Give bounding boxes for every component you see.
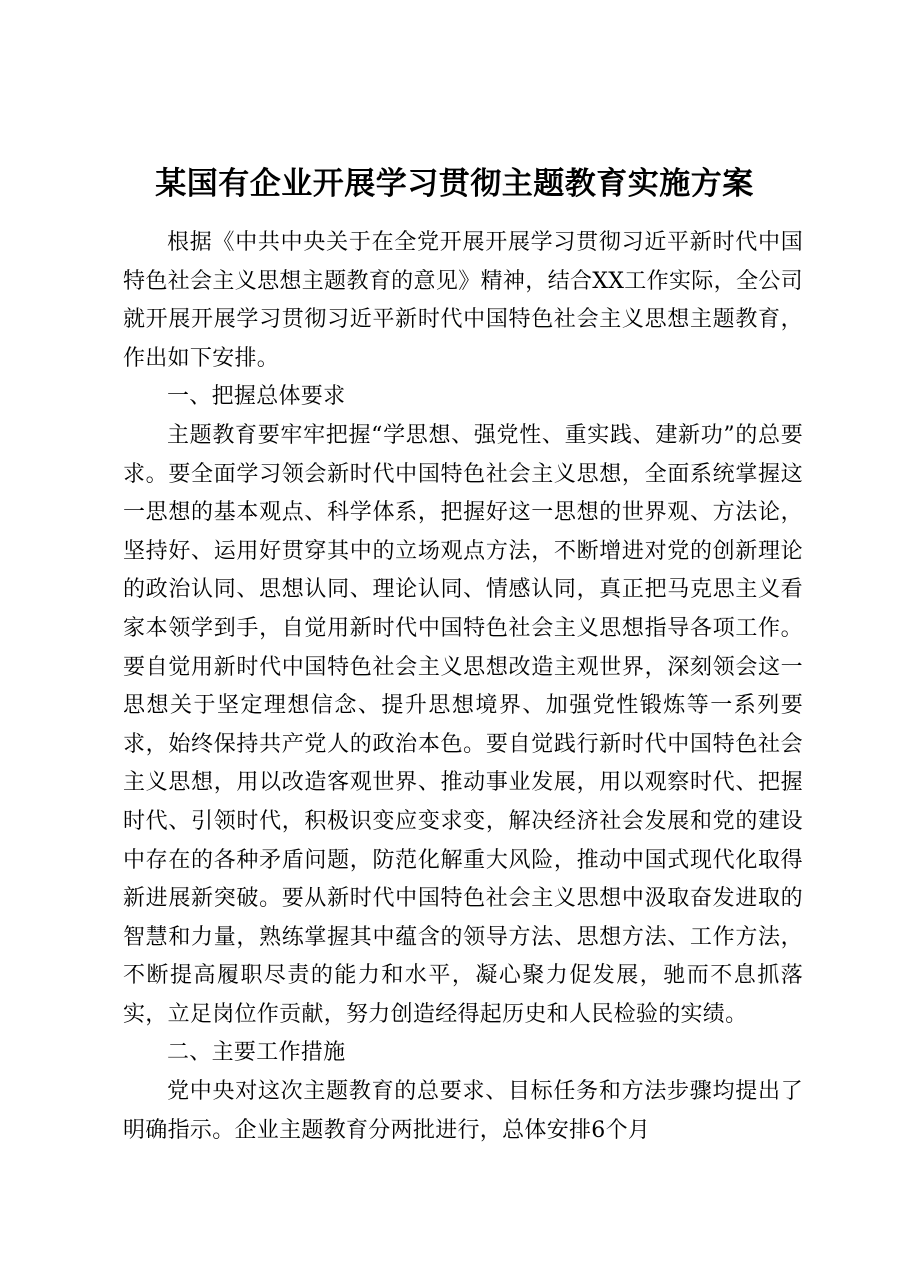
section-heading-1: 一、把握总体要求	[167, 384, 346, 410]
section-2-paragraph: 党中央对这次主题教育的总要求、目标任务和方法步骤均提出了明确指示。企业主题教育分两批进行，总体安排6个月	[123, 1079, 803, 1143]
intro-paragraph: 根据《中共中央关于在全党开展开展学习贯彻习近平新时代中国特色社会主义思想主题教育的意见》精神，结合XX工作实际，全公司就开展开展学习贯彻习近平新时代中国特色社会主义思想主题教育，作出如下安排。	[123, 230, 803, 371]
section-heading-2: 二、主要工作措施	[167, 1040, 346, 1066]
document-body	[123, 224, 803, 1150]
document-title: 某国有企业开展学习贯彻主题教育实施方案	[155, 166, 754, 202]
section-1-paragraph: 主题教育要牢牢把握“学思想、强党性、重实践、建新功”的总要求。要全面学习领会新时代中国特色社会主义思想，全面系统掌握这一思想的基本观点、科学体系，把握好这一思想的世界观、方法论，坚持好、运用好贯穿其中的立场观点方法，不断增进对党的创新理论的政治认同、思想认同、理论认同、情感认同，真正把马克思主义看家本领学到手，自觉用新时代中国特色社会主义思想指导各项工作。要自觉用新时代中国特色社会主义思想改造主观世界，深刻领会这一思想关于坚定理想信念、提升思想境界、加强党性锻炼等一系列要求，始终保持共产党人的政治本色。要自觉践行新时代中国特色社会主义思想，用以改造客观世界、推动事业发展，用以观察时代、把握时代、引领时代，积极识变应变求变，解决经济社会发展和党的建设中存在的各种矛盾问题，防范化解重大风险，推动中国式现代化取得新进展新突破。要从新时代中国特色社会主义思想中汲取奋发进取的智慧和力量，熟练掌握其中蕴含的领导方法、思想方法、工作方法，不断提高履职尽责的能力和水平，凝心聚力促发展，驰而不息抓落实，立足岗位作贡献，努力创造经得起历史和人民检验的实绩。	[123, 422, 803, 1027]
